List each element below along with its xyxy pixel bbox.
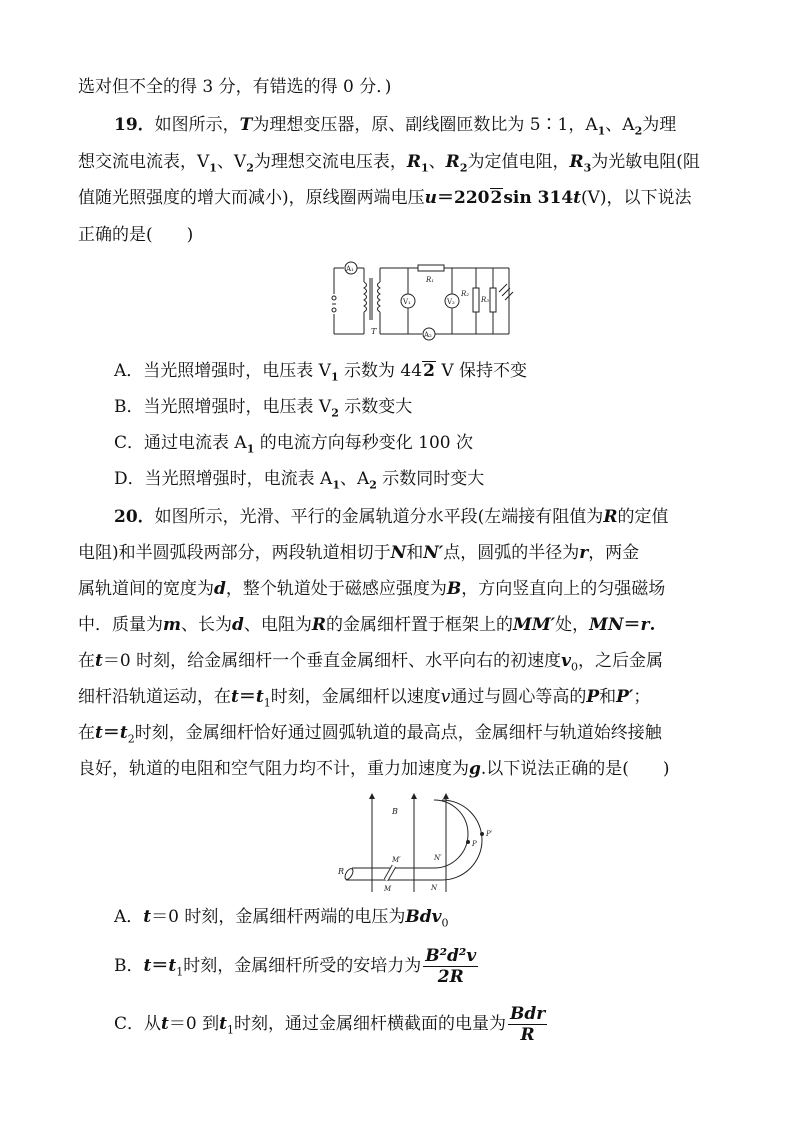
svg-text:V₁: V₁ — [403, 298, 411, 306]
q19-circuit-figure — [326, 258, 516, 344]
q20-line-3: 属轨道间的宽度为d，整个轨道处于磁感应强度为B，方向竖直向上的匀强磁场 — [78, 579, 666, 599]
resistor-r — [343, 867, 354, 880]
svg-text:T: T — [371, 327, 377, 336]
svg-text:R₂: R₂ — [461, 290, 470, 298]
q20-line-1: 20．如图所示，光滑、平行的金属轨道分水平段(左端接有阻值为R的定值 — [114, 507, 669, 527]
q19-option-c[interactable]: C．通过电流表 $A_1$ 的电流方向每秒变化 100 次 — [114, 433, 474, 456]
q20-line-7: 在$t=t_2$时刻，金属细杆恰好通过圆弧轨道的最高点，金属细杆与轨道始终接触 — [78, 723, 662, 746]
q19-number: 19． — [114, 115, 155, 135]
svg-text:R₃: R₃ — [481, 296, 490, 304]
resistor-r1 — [418, 265, 444, 271]
q20-line-8: 良好，轨道的电阻和空气阻力均不计，重力加速度为g.以下说法正确的是( ) — [78, 759, 670, 779]
svg-text:P: P — [472, 840, 477, 848]
fraction-c: $\frac{\text{Bdr}}{R}$ — [509, 1004, 546, 1045]
svg-text:M: M — [384, 885, 392, 893]
svg-text:A₁: A₁ — [346, 265, 354, 273]
q20-number: 20． — [114, 507, 155, 527]
q19-option-d[interactable]: D．当光照增强时，电流表 $A_1$、$A_2$ 示数同时变大 — [114, 469, 485, 492]
intro-line: 选对但不全的得 3 分，有错选的得 0 分．) — [78, 77, 392, 97]
q20-option-c[interactable]: C．从t＝0 到$t_1$时刻，通过金属细杆横截面的电量为 $\frac{\text{Bdr}}{R}$ — [114, 1004, 546, 1045]
svg-text:N: N — [431, 884, 438, 892]
svg-text:B: B — [392, 807, 398, 816]
q19-line-3: 值随光照强度的增大而减小)，原线圈两端电压u＝2202sin 314t(V)，以下说法 — [78, 188, 692, 208]
q20-option-b[interactable]: B．$t=t_1$时刻，金属细杆所受的安培力为 $\frac{\text{B²d²v}}{2R}$ — [114, 946, 477, 987]
svg-text:A₂: A₂ — [424, 331, 432, 339]
svg-text:R: R — [338, 867, 345, 876]
point-p-prime — [481, 833, 484, 836]
q19-line-2: 想交流电流表，$V_1$、$V_2$为理想交流电压表，$R_1$、$R_2$为定值电阻，$R_3$为光敏电阻(阻 — [78, 152, 700, 175]
photoresistor-r3 — [490, 288, 496, 312]
point-p — [467, 841, 470, 844]
q20-line-4: 中．质量为m、长为d、电阻为R的金属细杆置于框架上的MM′处，MN＝r. — [78, 615, 656, 635]
q19-line-4: 正确的是( ) — [78, 225, 194, 245]
resistor-r2 — [473, 288, 479, 312]
q20-rail-figure — [334, 792, 508, 896]
q20-option-a[interactable]: A．t＝0 时刻，金属细杆两端的电压为Bdv$_0$ — [114, 907, 449, 930]
q19-option-b[interactable]: B．当光照增强时，电压表 $V_2$ 示数变大 — [114, 397, 413, 420]
fraction-b: $\frac{\text{B²d²v}}{2R}$ — [425, 946, 477, 987]
svg-text:V₂: V₂ — [447, 298, 455, 306]
svg-text:P′: P′ — [486, 830, 493, 838]
q20-line-5: 在t＝0 时刻，给金属细杆一个垂直金属细杆、水平向右的初速度$v_0$，之后金属 — [78, 651, 663, 674]
q20-line-6: 细杆沿轨道运动，在$t=t_1$时刻，金属细杆以速度v通过与圆心等高的P和P′； — [78, 687, 651, 710]
svg-text:N′: N′ — [434, 854, 442, 862]
svg-text:R₁: R₁ — [426, 276, 435, 284]
q19-option-a[interactable]: A．当光照增强时，电压表 $V_1$ 示数为 442 V 保持不变 — [114, 361, 528, 384]
light-arrows-icon — [499, 284, 513, 300]
svg-text:M′: M′ — [392, 856, 401, 864]
q19-line-1: 19．如图所示，T为理想变压器，原、副线圈匝数比为 5∶1，$A_1$、$A_2$为理 — [114, 115, 677, 138]
q20-line-2: 电阻)和半圆弧段两部分，两段轨道相切于N和N′点，圆弧的半径为r，两金 — [78, 543, 640, 563]
